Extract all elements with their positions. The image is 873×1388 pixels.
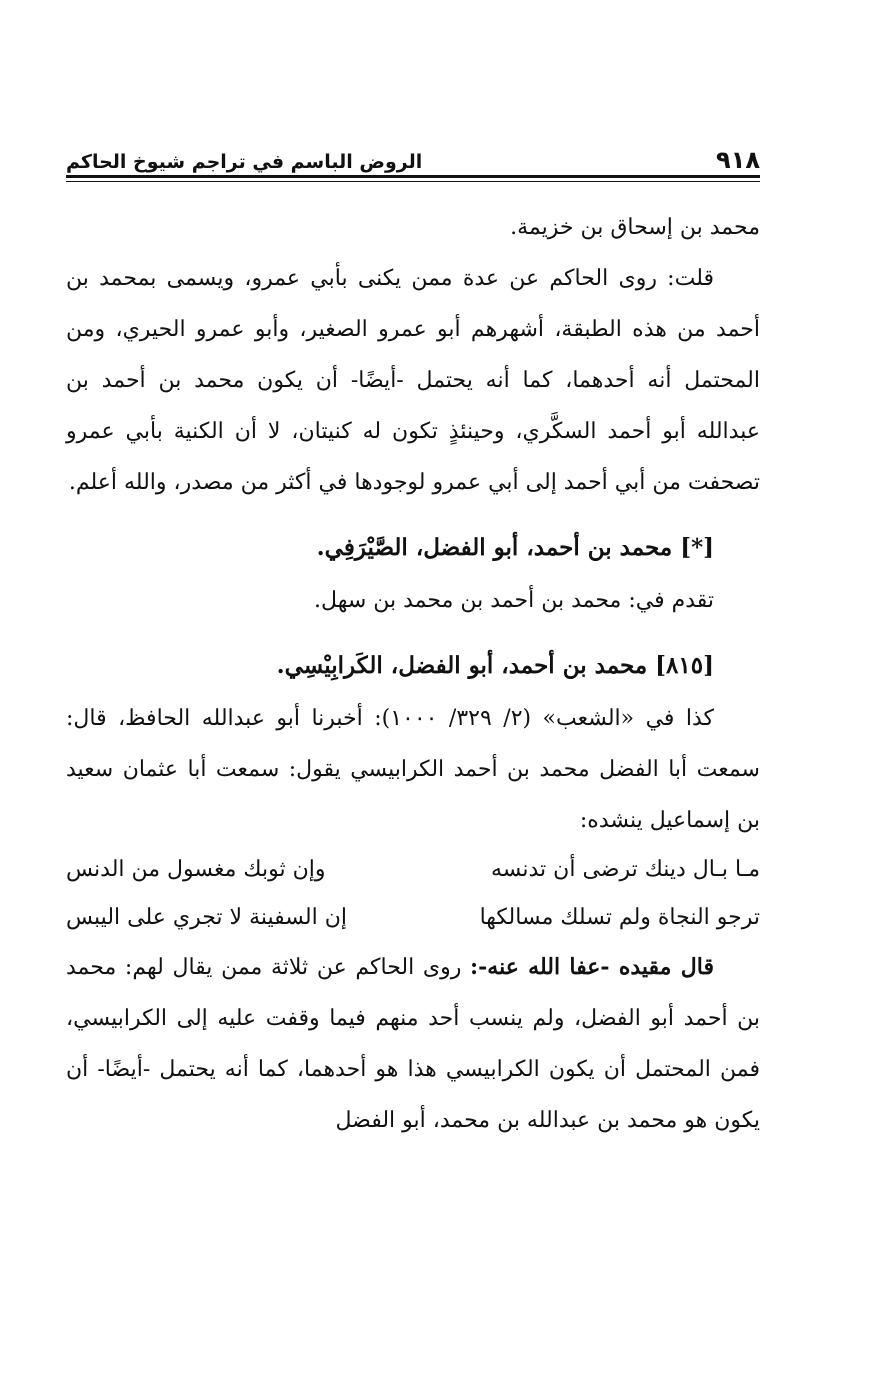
running-header <box>66 138 760 172</box>
header-rule-thick <box>66 175 760 178</box>
verse-2-first-hemistich: ترجو النجاة ولم تسلك مسالكها <box>479 905 760 930</box>
verse-1-first-hemistich: مـا بـال دينك ترضى أن تدنسه <box>490 857 760 882</box>
entry-title-karabisi: [٨١٥] محمد بن أحمد، أبو الفضل، الكَرابِيْسِي. <box>276 652 714 679</box>
page-number: ٩١٨ <box>716 146 760 174</box>
paragraph-continuation: محمد بن إسحاق بن خزيمة. <box>510 215 760 240</box>
paragraph-editor-note <box>66 942 760 1146</box>
verse-2-second-hemistich: إن السفينة لا تجري على اليبس <box>66 905 347 930</box>
paragraph-source-citation: كذا في «الشعب» (٢/ ٣٢٩/ ١٠٠٠): أخبرنا أبو عبدالله الحافظ، قال: سمعت أبا الفضل محمد بن أحمد الكرابيسي يقول: سمعت أبا عثمان سعيد بن إسماعيل ينشده: <box>66 706 760 833</box>
book-title: الروض الباسم في تراجم شيوخ الحاكم <box>66 151 423 173</box>
header-rule-thin <box>66 181 760 182</box>
paragraph-commentary: قلت: روى الحاكم عن عدة ممن يكنى بأبي عمرو، ويسمى بمحمد بن أحمد من هذه الطبقة، أشهرهم أبو عمرو الصغير، وأبو عمرو الحيري، ومن المحتمل أنه أحدهما، كما أنه يحتمل -أيضًا- أن يكون محمد بن أحمد بن عبدالله أبو أحمد السكَّري، وحينئذٍ تكون له كنيتان، لا أن الكنية بأبي عمرو تصحفت من أبي أحمد إلى أبي عمرو لوجودها في أكثر من مصدر، والله أعلم. <box>66 266 760 495</box>
verse-line-1 <box>66 846 760 894</box>
editor-note-lead: قال مقيده -عفا الله عنه-: <box>470 954 714 980</box>
verse-line-2 <box>66 894 760 942</box>
editor-note-text: روى الحاكم عن ثلاثة ممن يقال لهم: محمد بن أحمد أبو الفضل، ولم ينسب أحد منهم فيما وقفت عليه إلى الكرابيسي، فمن المحتمل أن يكون الكرابيسي هذا هو أحدهما، كما أنه يحتمل -أيضًا- أن يكون هو محمد بن عبدالله بن محمد، أبو الفضل <box>66 955 760 1133</box>
entry-title-sayrafi: [*] محمد بن أحمد، أبو الفضل، الصَّيْرَفِي. <box>316 534 714 561</box>
page-content <box>66 202 760 1146</box>
verse-1-second-hemistich: وإن ثوبك مغسول من الدنس <box>66 857 326 882</box>
entry-cross-reference: تقدم في: محمد بن أحمد بن محمد بن سهل. <box>314 588 714 613</box>
